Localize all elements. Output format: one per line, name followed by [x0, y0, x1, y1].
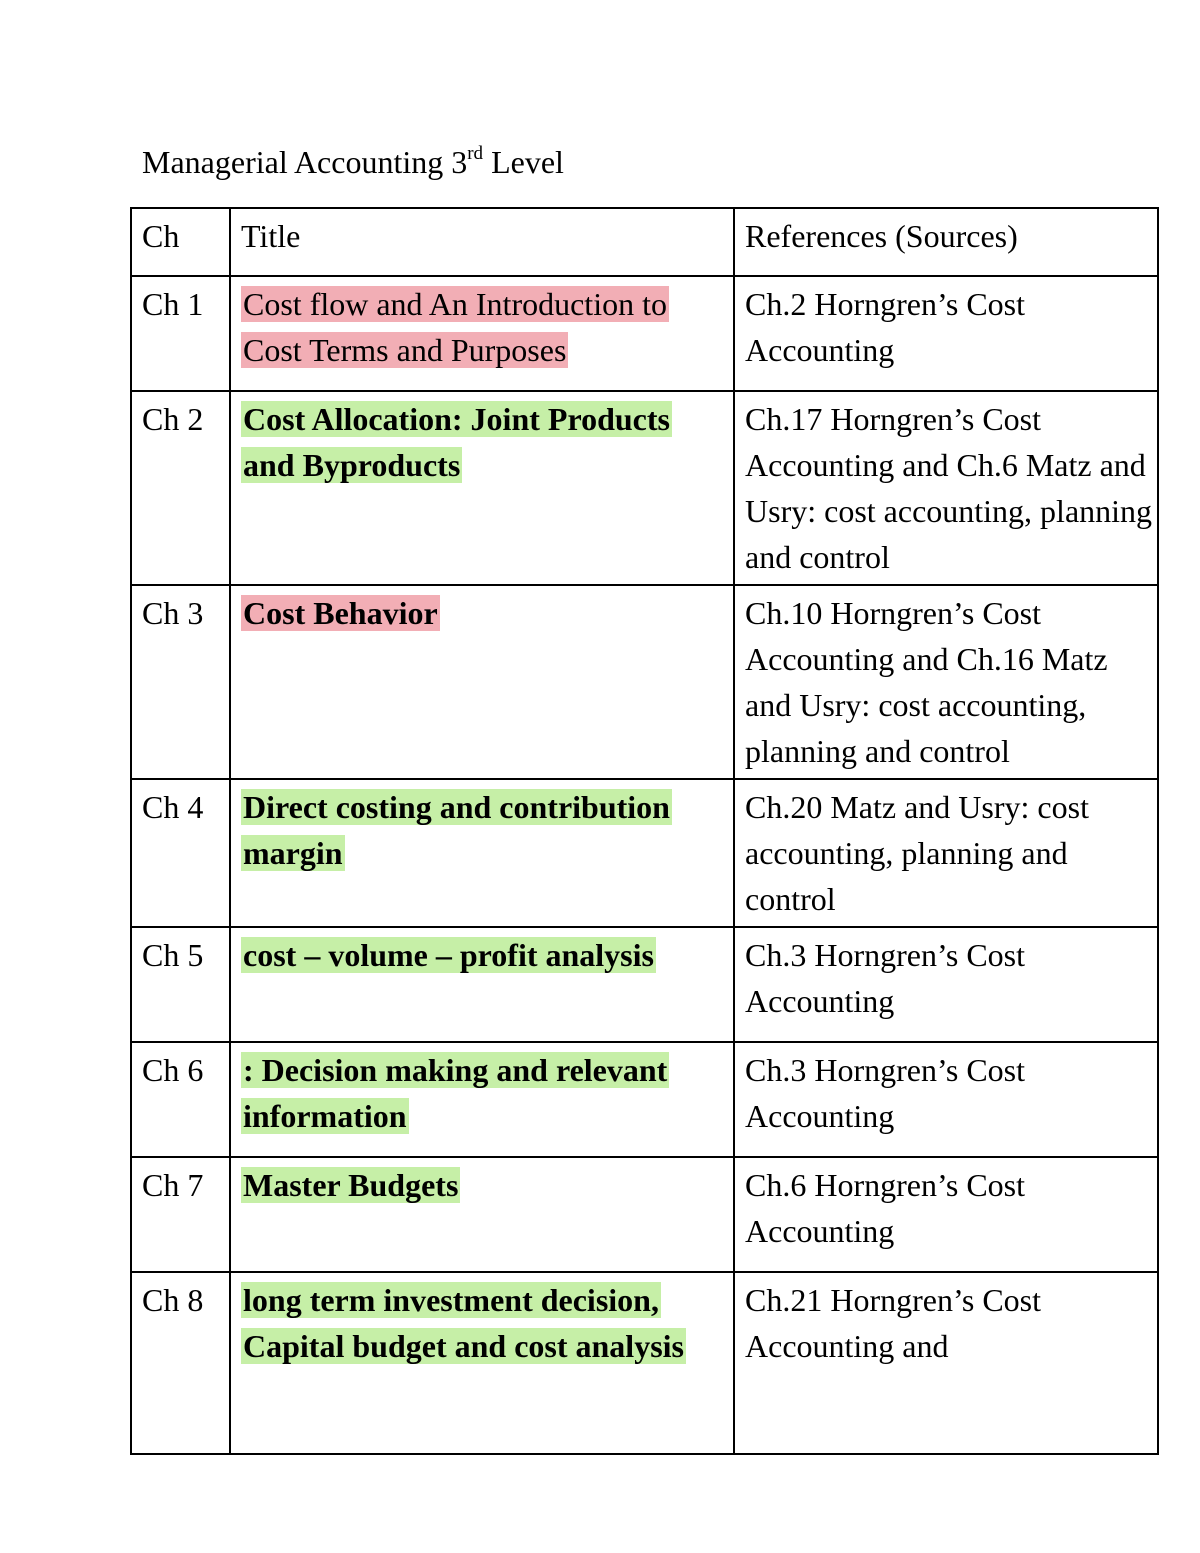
header-references: References (Sources): [734, 208, 1158, 276]
chapter-reference: Ch.20 Matz and Usry: cost accounting, planning and control: [734, 779, 1158, 927]
header-ch: Ch: [131, 208, 230, 276]
chapter-title-cell: [230, 1042, 734, 1157]
chapter-number: Ch 5: [131, 927, 230, 1042]
chapter-title-cell: [230, 927, 734, 1042]
chapter-number: Ch 2: [131, 391, 230, 585]
chapter-number: Ch 6: [131, 1042, 230, 1157]
chapter-number: Ch 3: [131, 585, 230, 779]
chapter-title: Master Budgets: [243, 1167, 459, 1203]
syllabus-table: [130, 207, 1159, 1455]
table-row: [131, 1157, 1158, 1272]
page-title: [142, 140, 564, 190]
table-row: [131, 585, 1158, 779]
chapter-title: Cost Behavior: [243, 595, 438, 631]
chapter-title-cell: [230, 779, 734, 927]
chapter-reference: Ch.6 Horngren’s Cost Accounting: [734, 1157, 1158, 1272]
table-row: [131, 1042, 1158, 1157]
page-title-main: Managerial Accounting 3: [142, 144, 468, 180]
table-row: [131, 927, 1158, 1042]
chapter-number: Ch 8: [131, 1272, 230, 1454]
chapter-number: Ch 7: [131, 1157, 230, 1272]
chapter-reference: Ch.21 Horngren’s Cost Accounting and: [734, 1272, 1158, 1454]
chapter-title-cell: [230, 1272, 734, 1454]
chapter-reference: Ch.3 Horngren’s Cost Accounting: [734, 1042, 1158, 1157]
page-title-tail: Level: [483, 144, 564, 180]
chapter-reference: Ch.10 Horngren’s Cost Accounting and Ch.16 Matz and Usry: cost accounting, planning and control: [734, 585, 1158, 779]
table-header-row: [131, 208, 1158, 276]
chapter-title: : Decision making and relevant information: [243, 1052, 668, 1134]
chapter-title: long term investment decision, Capital budget and cost analysis: [243, 1282, 684, 1364]
chapter-reference: Ch.17 Horngren’s Cost Accounting and Ch.6 Matz and Usry: cost accounting, planning and control: [734, 391, 1158, 585]
page-title-superscript: rd: [467, 143, 484, 164]
table-row: [131, 1272, 1158, 1454]
header-title: Title: [230, 208, 734, 276]
table-row: [131, 276, 1158, 391]
chapter-title-cell: [230, 1157, 734, 1272]
table-row: [131, 779, 1158, 927]
chapter-reference: Ch.3 Horngren’s Cost Accounting: [734, 927, 1158, 1042]
chapter-title: Cost flow and An Introduction to Cost Terms and Purposes: [243, 286, 667, 368]
chapter-title: cost – volume – profit analysis: [243, 937, 654, 973]
table-row: [131, 391, 1158, 585]
chapter-number: Ch 4: [131, 779, 230, 927]
chapter-title-cell: [230, 585, 734, 779]
chapter-reference: Ch.2 Horngren’s Cost Accounting: [734, 276, 1158, 391]
chapter-number: Ch 1: [131, 276, 230, 391]
chapter-title-cell: [230, 276, 734, 391]
chapter-title: Direct costing and contribution margin: [243, 789, 670, 871]
chapter-title-cell: [230, 391, 734, 585]
chapter-title: Cost Allocation: Joint Products and Byproducts: [243, 401, 670, 483]
